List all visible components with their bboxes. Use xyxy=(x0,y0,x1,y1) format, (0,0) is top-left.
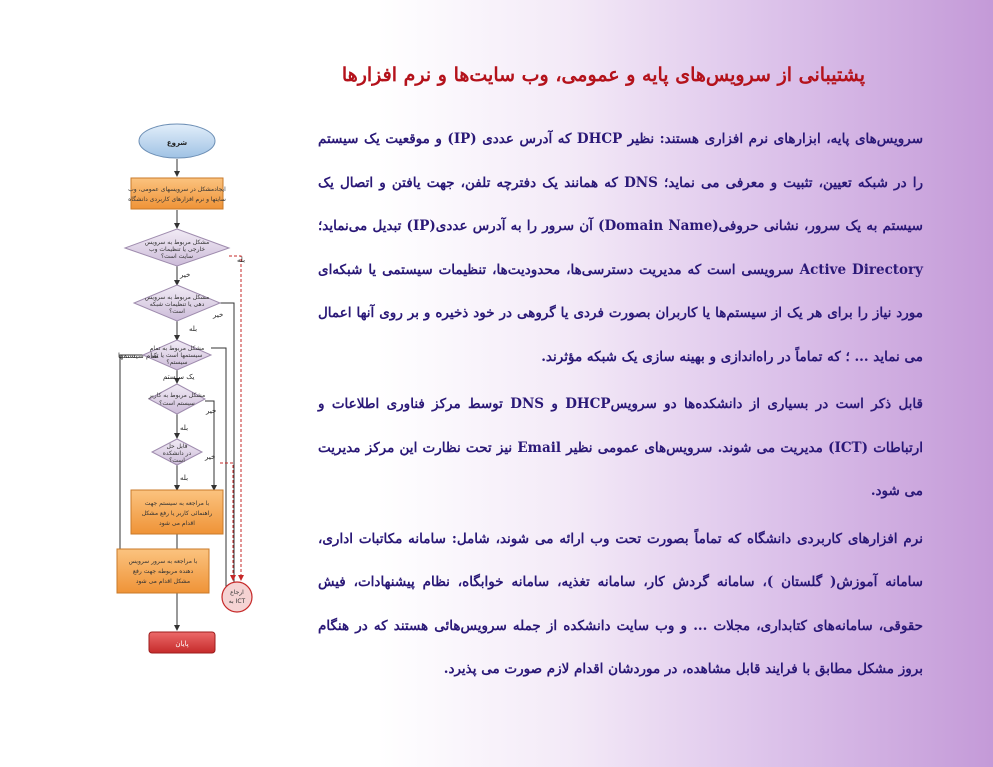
svg-text:است؟: است؟ xyxy=(169,457,185,464)
svg-text:سیستمها است یا یک: سیستمها است یا یک xyxy=(151,352,203,359)
flow-end xyxy=(149,632,215,653)
svg-text:خارجی یا تنظیمات وب: خارجی یا تنظیمات وب xyxy=(148,246,206,253)
svg-text:مشکل مربوط به سرویس: مشکل مربوط به سرویس xyxy=(144,294,210,301)
flow-refer-ict xyxy=(222,582,252,612)
flow-box-user-guidance xyxy=(131,490,223,534)
svg-text:به ICT: به ICT xyxy=(228,598,246,605)
label-yes: بله xyxy=(180,474,189,482)
svg-text:است؟: است؟ xyxy=(169,308,185,315)
svg-text:شروع: شروع xyxy=(166,139,188,147)
paragraph-base-services: سرویس‌های پایه، ابزارهای نرم افزاری هستند: نظیر DHCP که آدرس عددی (IP) و موقعیت یک سیستم را در شبکه تعیین، تثبیت و معرفی می نماید؛ DNS که همانند یک دفترچه تلفن، جهت یافتن و اتصال یک سیستم به یک سرور، نشانی حروفی(Domain Name) آن سرور را به آدرس عددی(IP) تبدیل می‌نماید؛ Active Directory سرویسی است که مدیریت دسترسی‌ها، محدودیت‌ها، تنظیمات سیستمی یا شبکه‌ای مورد نیاز را برای هر یک از سیستم‌ها یا کاربران بصورت فردی یا گروهی در خود ذخیره و بر روی آنها اعمال می نماید ... ؛ که تماماً در راه‌اندازی و بهینه سازی یک شبکه مؤثرند. xyxy=(318,131,924,365)
flow-step-issue xyxy=(128,178,226,209)
svg-text:ایجادمشکل در سرویسهای عمومی، و: ایجادمشکل در سرویسهای عمومی، وب xyxy=(128,186,226,193)
flow-decision-solvable xyxy=(152,439,202,465)
svg-text:با مراجعه به سرور سرویس: با مراجعه به سرور سرویس xyxy=(128,558,198,565)
label-yes: بله xyxy=(189,325,198,333)
label-no: خیر xyxy=(206,407,217,415)
svg-text:سایت است؟: سایت است؟ xyxy=(160,253,194,260)
svg-text:راهنمائی کاربر یا رفع مشکل: راهنمائی کاربر یا رفع مشکل xyxy=(141,510,213,517)
svg-text:قابل حل: قابل حل xyxy=(166,443,188,450)
svg-text:اقدام می شود: اقدام می شود xyxy=(159,520,195,527)
svg-text:سایتها و نرم افزارهای کاربردی: سایتها و نرم افزارهای کاربردی دانشگاه xyxy=(128,196,226,203)
label-yes: بله xyxy=(237,256,246,264)
svg-text:مشکل اقدام می شود: مشکل اقدام می شود xyxy=(135,578,191,585)
svg-text:مشکل مربوط به تمام: مشکل مربوط به تمام xyxy=(149,345,205,352)
flow-decision-network xyxy=(134,285,220,321)
label-one-system: یک سیستم xyxy=(163,373,195,381)
body-text xyxy=(318,118,923,696)
svg-text:سیستم است؟: سیستم است؟ xyxy=(159,400,195,407)
paragraph-ict-management: قابل ذکر است در بسیاری از دانشکده‌ها دو سرویسDHCP و DNS توسط مرکز فناوری اطلاعات و ارتباطات (ICT) مدیریت می شوند. سرویس‌های عمومی نظیر Email نیز تحت نظارت این مرکز مدیریت می شود. xyxy=(318,396,924,499)
paragraph-applications: نرم افزارهای کاربردی دانشگاه که تماماً بصورت تحت وب ارائه می شوند، شامل: سامانه مکاتبات اداری، سامانه آموزش( گلستان )، سامانه گردش کار، سامانه تغذیه، سامانه خوابگاه، نظام پیشنهادات، فیش حقوقی، سامانه‌های کتابداری، مجلات ... و وب سایت دانشکده از جمله سرویس‌هائی هستند که در هنگام بروز مشکل مطابق با فرایند قابل مشاهده، در موردشان اقدام لازم صورت می پذیرد. xyxy=(318,530,923,677)
svg-text:دهی یا تنظیمات شبکه: دهی یا تنظیمات شبکه xyxy=(149,301,205,308)
label-all-systems: تمام سیستمها xyxy=(118,352,159,360)
svg-text:دهنده مربوطه جهت رفع: دهنده مربوطه جهت رفع xyxy=(132,568,194,575)
svg-text:با مراجعه به سیستم جهت: با مراجعه به سیستم جهت xyxy=(144,500,210,507)
svg-text:در دانشکده: در دانشکده xyxy=(162,450,192,457)
label-yes: بله xyxy=(180,424,189,432)
svg-text:مشکل مربوط به سرویس: مشکل مربوط به سرویس xyxy=(144,239,210,246)
flowchart xyxy=(110,118,270,663)
svg-text:ارجاع: ارجاع xyxy=(230,589,244,596)
flow-decision-external xyxy=(125,229,229,266)
label-no: خیر xyxy=(180,271,191,279)
svg-text:مشکل مربوط به کاربر: مشکل مربوط به کاربر xyxy=(148,392,206,399)
page-title: پشتیبانی از سرویس‌های پایه و عمومی، وب سایت‌ها و نرم افزارها xyxy=(341,64,865,86)
label-no: خیر xyxy=(213,311,224,319)
flow-box-server-fix xyxy=(117,549,209,593)
flow-decision-user xyxy=(148,384,205,414)
svg-text:سیستم؟: سیستم؟ xyxy=(166,359,188,366)
flow-start xyxy=(139,124,215,158)
label-no: خیر xyxy=(205,453,216,461)
svg-text:پایان: پایان xyxy=(175,640,189,648)
